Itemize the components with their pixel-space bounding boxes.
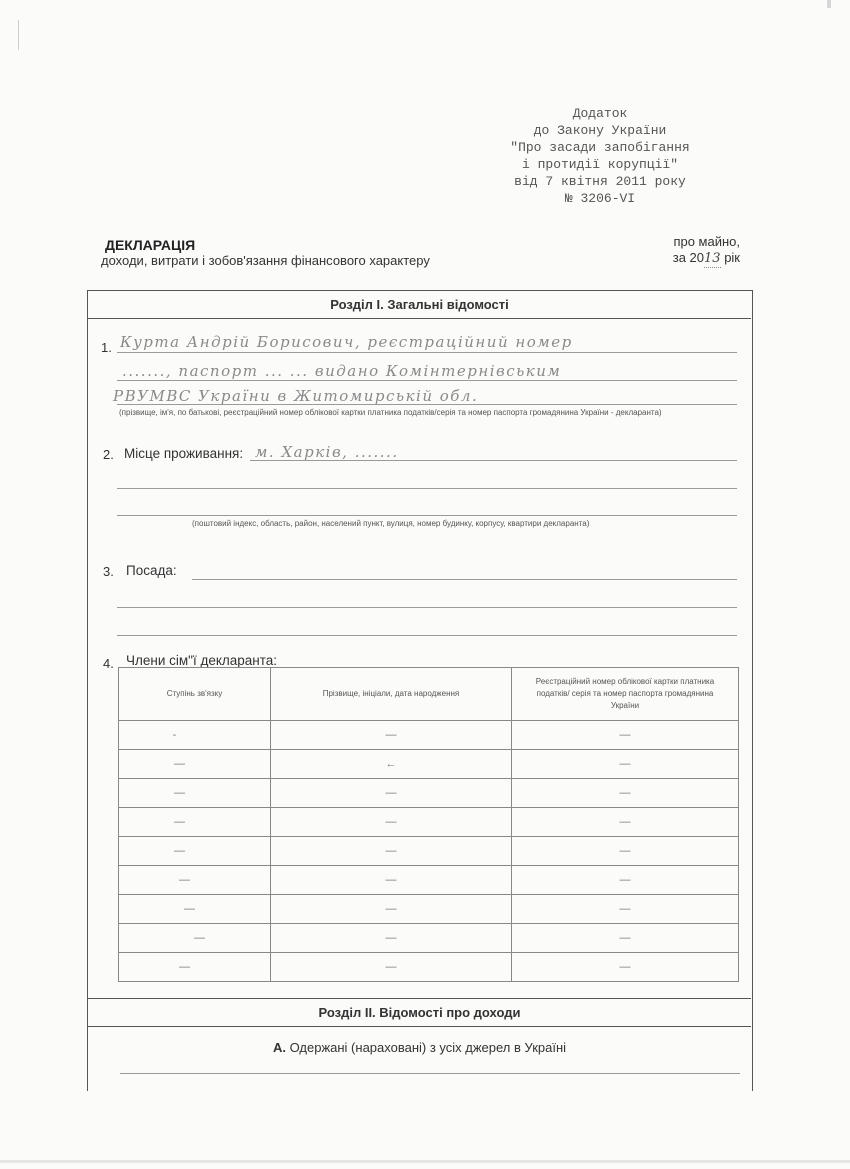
- table-row: [119, 953, 739, 982]
- section2-subsection-a: [88, 1040, 751, 1055]
- item1-underline: [117, 380, 737, 381]
- table-row: [119, 895, 739, 924]
- appendix-line: від 7 квітня 2011 року: [514, 174, 686, 189]
- item1-underline: [117, 352, 737, 353]
- period-prefix: за 20: [672, 250, 705, 265]
- item1-handwritten-line3: РВУМВС України в Житомирській обл.: [113, 387, 479, 405]
- item2-label: Місце проживання:: [124, 446, 244, 461]
- section2-title: Розділ ІІ. Відомості про доходи: [88, 998, 751, 1027]
- appendix-line: і протидії корупції": [521, 157, 679, 172]
- table-cell: —: [119, 924, 271, 953]
- table-row: [119, 721, 739, 750]
- period-suffix: рік: [724, 250, 740, 265]
- item4-label: Члени сім"ї декларанта:: [126, 653, 278, 668]
- table-cell: —: [512, 837, 739, 866]
- table-cell: —: [271, 866, 512, 895]
- table-cell: —: [271, 953, 512, 982]
- table-row: [119, 924, 739, 953]
- table-cell: —: [119, 953, 271, 982]
- item3-number: 3.: [103, 564, 114, 579]
- table-cell: —: [271, 779, 512, 808]
- table-cell: —: [271, 721, 512, 750]
- family-members-table: [118, 667, 739, 982]
- item2-caption: (поштовий індекс, область, район, населений пункт, вулиця, номер будинку, корпусу, квартири декларанта): [192, 519, 590, 528]
- table-cell: —: [512, 924, 739, 953]
- table-cell: —: [512, 721, 739, 750]
- table-cell: —: [119, 779, 271, 808]
- item1-caption: (прізвище, ім'я, по батькові, реєстраційний номер облікової картки платника податків/серія та номер паспорта громадянина України - декларанта): [119, 408, 662, 417]
- table-cell: —: [119, 895, 271, 924]
- table-cell: —: [271, 837, 512, 866]
- table-cell: —: [119, 866, 271, 895]
- declaration-period: [600, 234, 740, 268]
- table-cell: —: [119, 808, 271, 837]
- subsection-text: Одержані (нараховані) з усіх джерел в Україні: [289, 1040, 567, 1055]
- item1-number: 1.: [101, 340, 112, 355]
- item3-underline: [192, 579, 737, 580]
- item1-underline: [117, 404, 737, 405]
- table-cell: ←: [271, 750, 512, 779]
- item3-underline: [117, 635, 737, 636]
- table-cell: —: [271, 895, 512, 924]
- appendix-note: [470, 105, 730, 207]
- period-line1: про майно,: [673, 234, 740, 249]
- item2-underline: [117, 488, 737, 489]
- item2-underline: [117, 515, 737, 516]
- table-cell: -: [119, 721, 271, 750]
- table-cell: —: [119, 837, 271, 866]
- table-cell: —: [512, 895, 739, 924]
- item1-handwritten-line2: ......., паспорт ... ... видано Комінтернівським: [122, 362, 562, 380]
- table-cell: —: [512, 808, 739, 837]
- table-cell: —: [512, 779, 739, 808]
- table-row: [119, 779, 739, 808]
- table-row: [119, 750, 739, 779]
- table-row: [119, 837, 739, 866]
- appendix-line: Додаток: [572, 106, 628, 121]
- declaration-title: ДЕКЛАРАЦІЯ: [105, 237, 196, 253]
- item2-underline: [250, 460, 737, 461]
- item4-number: 4.: [103, 656, 114, 671]
- item3-underline: [117, 607, 737, 608]
- appendix-line: до Закону України: [533, 123, 667, 138]
- item3-label: Посада:: [126, 563, 177, 578]
- table-row: [119, 866, 739, 895]
- appendix-line: № 3206-VI: [564, 191, 636, 206]
- table-cell: —: [512, 953, 739, 982]
- table-row: [119, 808, 739, 837]
- item1-handwritten-line1: Курта Андрій Борисович, реєстраційний номер: [120, 333, 573, 351]
- scan-artifact: [827, 0, 831, 8]
- table-cell: —: [512, 866, 739, 895]
- table-cell: —: [119, 750, 271, 779]
- item2-handwritten: м. Харків, .......: [255, 443, 399, 461]
- section2-underline: [120, 1073, 740, 1074]
- table-header-row: [119, 668, 739, 721]
- subsection-letter: А.: [272, 1040, 286, 1055]
- appendix-line: "Про засади запобігання: [510, 140, 690, 155]
- table-cell: —: [271, 924, 512, 953]
- column-header: Прізвище, ініціали, дата народження: [271, 668, 512, 721]
- item2-number: 2.: [103, 447, 114, 462]
- scan-artifact: [18, 20, 19, 50]
- section1-title: Розділ І. Загальні відомості: [88, 291, 751, 319]
- period-line2: [600, 250, 740, 268]
- table-cell: —: [271, 808, 512, 837]
- table-cell: —: [512, 750, 739, 779]
- column-header: Ступінь зв'язку: [119, 668, 271, 721]
- declaration-subtitle: доходи, витрати і зобов'язання фінансового характеру: [101, 253, 430, 268]
- column-header: Реєстраційний номер облікової картки платника податків/ серія та номер паспорта громадянина України: [512, 668, 739, 721]
- scan-artifact: [0, 1160, 850, 1163]
- year-handwritten: 13: [704, 251, 721, 266]
